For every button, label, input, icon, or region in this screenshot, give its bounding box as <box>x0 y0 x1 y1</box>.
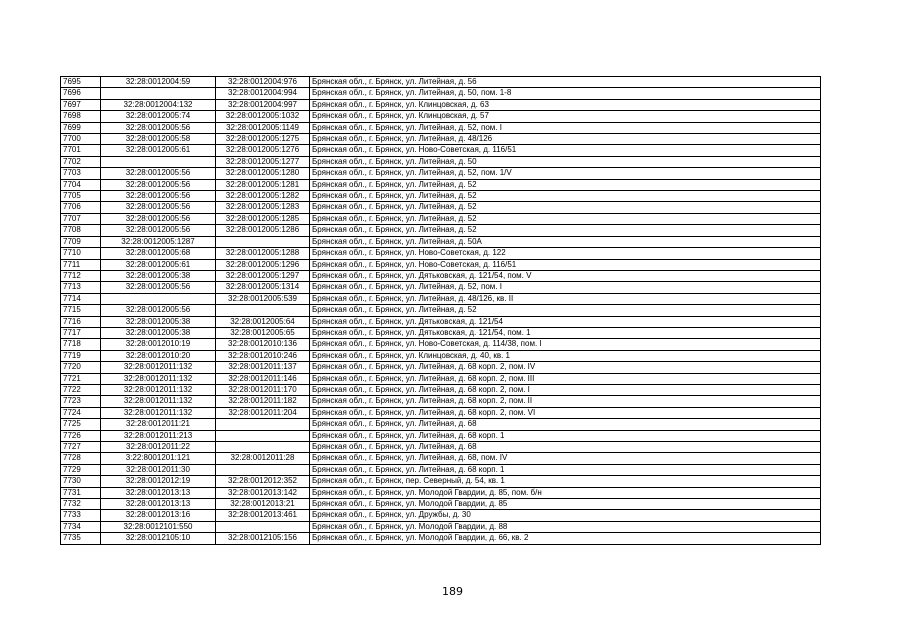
table-row <box>61 453 821 464</box>
row-number-cell: 7725 <box>61 419 101 430</box>
object-cadastral-cell: 32:28:0012011:170 <box>216 384 310 395</box>
object-cadastral-cell: 32:28:0012004:997 <box>216 99 310 110</box>
row-number-cell: 7712 <box>61 270 101 281</box>
row-number-cell: 7704 <box>61 179 101 190</box>
table-row <box>61 350 821 361</box>
address-cell: Брянская обл., г. Брянск, пер. Северный, д. 54, кв. 1 <box>310 476 821 487</box>
object-cadastral-cell: 32:28:0012005:1282 <box>216 191 310 202</box>
parcel-cadastral-cell: 32:28:0012011:132 <box>101 407 216 418</box>
address-cell: Брянская обл., г. Брянск, ул. Литейная, д. 52 <box>310 191 821 202</box>
object-cadastral-cell <box>216 236 310 247</box>
object-cadastral-cell: 32:28:0012005:1277 <box>216 156 310 167</box>
table-row <box>61 293 821 304</box>
table-row <box>61 384 821 395</box>
row-number-cell: 7735 <box>61 533 101 544</box>
table-row <box>61 191 821 202</box>
table-row <box>61 339 821 350</box>
table-row <box>61 156 821 167</box>
table-row <box>61 236 821 247</box>
row-number-cell: 7709 <box>61 236 101 247</box>
object-cadastral-cell: 32:28:0012005:1288 <box>216 248 310 259</box>
object-cadastral-cell: 32:28:0012005:1281 <box>216 179 310 190</box>
address-cell: Брянская обл., г. Брянск, ул. Литейная, д. 52 <box>310 202 821 213</box>
table-row <box>61 487 821 498</box>
address-cell: Брянская обл., г. Брянск, ул. Клинцовская, д. 63 <box>310 99 821 110</box>
row-number-cell: 7733 <box>61 510 101 521</box>
parcel-cadastral-cell: 32:28:0012004:59 <box>101 77 216 88</box>
object-cadastral-cell: 32:28:0012005:1149 <box>216 122 310 133</box>
parcel-cadastral-cell: 32:28:0012013:13 <box>101 487 216 498</box>
address-cell: Брянская обл., г. Брянск, ул. Литейная, д. 68 корп. 2, пом. I <box>310 384 821 395</box>
row-number-cell: 7714 <box>61 293 101 304</box>
address-cell: Брянская обл., г. Брянск, ул. Литейная, д. 68 корп. 2, пом. III <box>310 373 821 384</box>
address-cell: Брянская обл., г. Брянск, ул. Литейная, д. 48/126, кв. II <box>310 293 821 304</box>
row-number-cell: 7731 <box>61 487 101 498</box>
parcel-cadastral-cell <box>101 156 216 167</box>
address-cell: Брянская обл., г. Брянск, ул. Дружбы, д. 30 <box>310 510 821 521</box>
parcel-cadastral-cell: 32:28:0012005:56 <box>101 168 216 179</box>
table-row <box>61 510 821 521</box>
row-number-cell: 7727 <box>61 442 101 453</box>
address-cell: Брянская обл., г. Брянск, ул. Литейная, д. 68 корп. 1 <box>310 464 821 475</box>
parcel-cadastral-cell <box>101 293 216 304</box>
row-number-cell: 7722 <box>61 384 101 395</box>
row-number-cell: 7703 <box>61 168 101 179</box>
table-row <box>61 499 821 510</box>
row-number-cell: 7702 <box>61 156 101 167</box>
row-number-cell: 7734 <box>61 521 101 532</box>
table-row <box>61 248 821 259</box>
object-cadastral-cell: 32:28:0012005:1286 <box>216 225 310 236</box>
cadastral-table <box>60 76 821 545</box>
row-number-cell: 7713 <box>61 282 101 293</box>
parcel-cadastral-cell: 32:28:0012005:56 <box>101 202 216 213</box>
table-row <box>61 476 821 487</box>
table-row <box>61 362 821 373</box>
parcel-cadastral-cell: 32:28:0012105:10 <box>101 533 216 544</box>
row-number-cell: 7719 <box>61 350 101 361</box>
parcel-cadastral-cell: 32:28:0012005:56 <box>101 282 216 293</box>
parcel-cadastral-cell <box>101 88 216 99</box>
row-number-cell: 7696 <box>61 88 101 99</box>
object-cadastral-cell: 32:28:0012005:1276 <box>216 145 310 156</box>
parcel-cadastral-cell: 32:28:0012005:68 <box>101 248 216 259</box>
address-cell: Брянская обл., г. Брянск, ул. Молодой Гвардии, д. 66, кв. 2 <box>310 533 821 544</box>
address-cell: Брянская обл., г. Брянск, ул. Литейная, д. 52, пом. I <box>310 282 821 293</box>
object-cadastral-cell: 32:28:0012005:1032 <box>216 111 310 122</box>
parcel-cadastral-cell: 32:28:0012005:38 <box>101 316 216 327</box>
parcel-cadastral-cell: 32:28:0012011:30 <box>101 464 216 475</box>
table-row <box>61 259 821 270</box>
parcel-cadastral-cell: 32:28:0012011:132 <box>101 362 216 373</box>
table-row <box>61 225 821 236</box>
object-cadastral-cell: 32:28:0012005:1297 <box>216 270 310 281</box>
object-cadastral-cell: 32:28:0012012:352 <box>216 476 310 487</box>
address-cell: Брянская обл., г. Брянск, ул. Литейная, д. 68 корп. 2, пом. II <box>310 396 821 407</box>
table-row <box>61 99 821 110</box>
parcel-cadastral-cell: 32:28:0012011:132 <box>101 396 216 407</box>
parcel-cadastral-cell: 32:28:0012005:74 <box>101 111 216 122</box>
object-cadastral-cell: 32:28:0012011:28 <box>216 453 310 464</box>
row-number-cell: 7729 <box>61 464 101 475</box>
object-cadastral-cell: 32:28:0012005:1296 <box>216 259 310 270</box>
table-row <box>61 430 821 441</box>
address-cell: Брянская обл., г. Брянск, ул. Литейная, д. 52, пом. I <box>310 122 821 133</box>
parcel-cadastral-cell: 32:28:0012005:38 <box>101 327 216 338</box>
parcel-cadastral-cell: 32:28:0012005:56 <box>101 225 216 236</box>
page-number: 189 <box>442 585 463 598</box>
object-cadastral-cell <box>216 464 310 475</box>
table-row <box>61 396 821 407</box>
address-cell: Брянская обл., г. Брянск, ул. Литейная, д. 68 корп. 2, пом. VI <box>310 407 821 418</box>
table-row <box>61 521 821 532</box>
parcel-cadastral-cell: 32:28:0012011:21 <box>101 419 216 430</box>
address-cell: Брянская обл., г. Брянск, ул. Дятьковская, д. 121/54, пом. 1 <box>310 327 821 338</box>
object-cadastral-cell: 32:28:0012011:146 <box>216 373 310 384</box>
row-number-cell: 7730 <box>61 476 101 487</box>
address-cell: Брянская обл., г. Брянск, ул. Литейная, д. 52 <box>310 213 821 224</box>
row-number-cell: 7732 <box>61 499 101 510</box>
address-cell: Брянская обл., г. Брянск, ул. Литейная, д. 56 <box>310 77 821 88</box>
table-row <box>61 122 821 133</box>
address-cell: Брянская обл., г. Брянск, ул. Молодой Гвардии, д. 88 <box>310 521 821 532</box>
row-number-cell: 7715 <box>61 305 101 316</box>
row-number-cell: 7695 <box>61 77 101 88</box>
parcel-cadastral-cell: 32:28:0012010:19 <box>101 339 216 350</box>
object-cadastral-cell: 32:28:0012005:1275 <box>216 134 310 145</box>
address-cell: Брянская обл., г. Брянск, ул. Литейная, д. 68 <box>310 419 821 430</box>
address-cell: Брянская обл., г. Брянск, ул. Литейная, д. 52 <box>310 179 821 190</box>
parcel-cadastral-cell: 32:28:0012005:56 <box>101 213 216 224</box>
row-number-cell: 7697 <box>61 99 101 110</box>
parcel-cadastral-cell: 32:28:0012005:56 <box>101 305 216 316</box>
row-number-cell: 7726 <box>61 430 101 441</box>
object-cadastral-cell: 32:28:0012004:994 <box>216 88 310 99</box>
address-cell: Брянская обл., г. Брянск, ул. Ново-Советская, д. 122 <box>310 248 821 259</box>
object-cadastral-cell <box>216 419 310 430</box>
object-cadastral-cell: 32:28:0012013:21 <box>216 499 310 510</box>
row-number-cell: 7701 <box>61 145 101 156</box>
address-cell: Брянская обл., г. Брянск, ул. Клинцовская, д. 57 <box>310 111 821 122</box>
parcel-cadastral-cell: 32:28:0012011:22 <box>101 442 216 453</box>
row-number-cell: 7706 <box>61 202 101 213</box>
parcel-cadastral-cell: 32:28:0012005:58 <box>101 134 216 145</box>
object-cadastral-cell: 32:28:0012105:156 <box>216 533 310 544</box>
row-number-cell: 7708 <box>61 225 101 236</box>
table-row <box>61 77 821 88</box>
address-cell: Брянская обл., г. Брянск, ул. Литейная, д. 52 <box>310 305 821 316</box>
address-cell: Брянская обл., г. Брянск, ул. Литейная, д. 52, пом. 1/V <box>310 168 821 179</box>
table-row <box>61 373 821 384</box>
address-cell: Брянская обл., г. Брянск, ул. Литейная, д. 68 корп. 2, пом. IV <box>310 362 821 373</box>
object-cadastral-cell: 32:28:0012005:64 <box>216 316 310 327</box>
table-row <box>61 316 821 327</box>
row-number-cell: 7716 <box>61 316 101 327</box>
row-number-cell: 7698 <box>61 111 101 122</box>
table-row <box>61 88 821 99</box>
parcel-cadastral-cell: 32:28:0012005:56 <box>101 179 216 190</box>
address-cell: Брянская обл., г. Брянск, ул. Литейная, д. 68, пом. IV <box>310 453 821 464</box>
address-cell: Брянская обл., г. Брянск, ул. Дятьковская, д. 121/54 <box>310 316 821 327</box>
row-number-cell: 7721 <box>61 373 101 384</box>
table-row <box>61 282 821 293</box>
parcel-cadastral-cell: 32:28:0012011:132 <box>101 384 216 395</box>
object-cadastral-cell: 32:28:0012004:976 <box>216 77 310 88</box>
table-row <box>61 533 821 544</box>
parcel-cadastral-cell: 32:28:0012005:1287 <box>101 236 216 247</box>
row-number-cell: 7699 <box>61 122 101 133</box>
address-cell: Брянская обл., г. Брянск, ул. Молодой Гвардии, д. 85, пом. б/н <box>310 487 821 498</box>
table-row <box>61 145 821 156</box>
table-row <box>61 213 821 224</box>
row-number-cell: 7728 <box>61 453 101 464</box>
parcel-cadastral-cell: 32:28:0012010:20 <box>101 350 216 361</box>
table-row <box>61 442 821 453</box>
object-cadastral-cell: 32:28:0012005:1280 <box>216 168 310 179</box>
row-number-cell: 7711 <box>61 259 101 270</box>
object-cadastral-cell: 32:28:0012005:1283 <box>216 202 310 213</box>
row-number-cell: 7717 <box>61 327 101 338</box>
address-cell: Брянская обл., г. Брянск, ул. Литейная, д. 68 <box>310 442 821 453</box>
row-number-cell: 7723 <box>61 396 101 407</box>
object-cadastral-cell: 32:28:0012011:137 <box>216 362 310 373</box>
row-number-cell: 7705 <box>61 191 101 202</box>
row-number-cell: 7720 <box>61 362 101 373</box>
object-cadastral-cell: 32:28:0012005:539 <box>216 293 310 304</box>
row-number-cell: 7700 <box>61 134 101 145</box>
object-cadastral-cell: 32:28:0012013:142 <box>216 487 310 498</box>
parcel-cadastral-cell: 32:28:0012011:213 <box>101 430 216 441</box>
object-cadastral-cell: 32:28:0012010:136 <box>216 339 310 350</box>
object-cadastral-cell: 32:28:0012011:204 <box>216 407 310 418</box>
parcel-cadastral-cell: 32:28:0012005:38 <box>101 270 216 281</box>
parcel-cadastral-cell: 32:28:0012101:550 <box>101 521 216 532</box>
table-row <box>61 407 821 418</box>
parcel-cadastral-cell: 32:28:0012011:132 <box>101 373 216 384</box>
address-cell: Брянская обл., г. Брянск, ул. Молодой Гвардии, д. 85 <box>310 499 821 510</box>
address-cell: Брянская обл., г. Брянск, ул. Литейная, д. 50 <box>310 156 821 167</box>
table-row <box>61 305 821 316</box>
row-number-cell: 7724 <box>61 407 101 418</box>
table-row <box>61 270 821 281</box>
object-cadastral-cell <box>216 430 310 441</box>
row-number-cell: 7707 <box>61 213 101 224</box>
address-cell: Брянская обл., г. Брянск, ул. Литейная, д. 48/126 <box>310 134 821 145</box>
object-cadastral-cell <box>216 521 310 532</box>
table-row <box>61 111 821 122</box>
row-number-cell: 7710 <box>61 248 101 259</box>
address-cell: Брянская обл., г. Брянск, ул. Ново-Советская, д. 116/51 <box>310 145 821 156</box>
parcel-cadastral-cell: 32:28:0012013:16 <box>101 510 216 521</box>
parcel-cadastral-cell: 32:28:0012013:13 <box>101 499 216 510</box>
parcel-cadastral-cell: 32:28:0012005:61 <box>101 259 216 270</box>
table-row <box>61 327 821 338</box>
table-row <box>61 134 821 145</box>
address-cell: Брянская обл., г. Брянск, ул. Ново-Советская, д. 116/51 <box>310 259 821 270</box>
parcel-cadastral-cell: 32:28:0012005:56 <box>101 122 216 133</box>
table-row <box>61 464 821 475</box>
object-cadastral-cell: 32:28:0012005:65 <box>216 327 310 338</box>
table-row <box>61 179 821 190</box>
table-row <box>61 168 821 179</box>
address-cell: Брянская обл., г. Брянск, ул. Ново-Советская, д. 114/38, пом. I <box>310 339 821 350</box>
address-cell: Брянская обл., г. Брянск, ул. Литейная, д. 50А <box>310 236 821 247</box>
table-row <box>61 202 821 213</box>
parcel-cadastral-cell: 3:22:8001201:121 <box>101 453 216 464</box>
object-cadastral-cell <box>216 305 310 316</box>
table-row <box>61 419 821 430</box>
row-number-cell: 7718 <box>61 339 101 350</box>
object-cadastral-cell <box>216 442 310 453</box>
parcel-cadastral-cell: 32:28:0012005:56 <box>101 191 216 202</box>
address-cell: Брянская обл., г. Брянск, ул. Литейная, д. 50, пом. 1-8 <box>310 88 821 99</box>
address-cell: Брянская обл., г. Брянск, ул. Клинцовская, д. 40, кв. 1 <box>310 350 821 361</box>
object-cadastral-cell: 32:28:0012011:182 <box>216 396 310 407</box>
object-cadastral-cell: 32:28:0012005:1285 <box>216 213 310 224</box>
parcel-cadastral-cell: 32:28:0012004:132 <box>101 99 216 110</box>
address-cell: Брянская обл., г. Брянск, ул. Литейная, д. 52 <box>310 225 821 236</box>
parcel-cadastral-cell: 32:28:0012005:61 <box>101 145 216 156</box>
table-body <box>61 77 821 545</box>
address-cell: Брянская обл., г. Брянск, ул. Дятьковская, д. 121/54, пом. V <box>310 270 821 281</box>
object-cadastral-cell: 32:28:0012013:461 <box>216 510 310 521</box>
object-cadastral-cell: 32:28:0012010:246 <box>216 350 310 361</box>
object-cadastral-cell: 32:28:0012005:1314 <box>216 282 310 293</box>
address-cell: Брянская обл., г. Брянск, ул. Литейная, д. 68 корп. 1 <box>310 430 821 441</box>
parcel-cadastral-cell: 32:28:0012012:19 <box>101 476 216 487</box>
